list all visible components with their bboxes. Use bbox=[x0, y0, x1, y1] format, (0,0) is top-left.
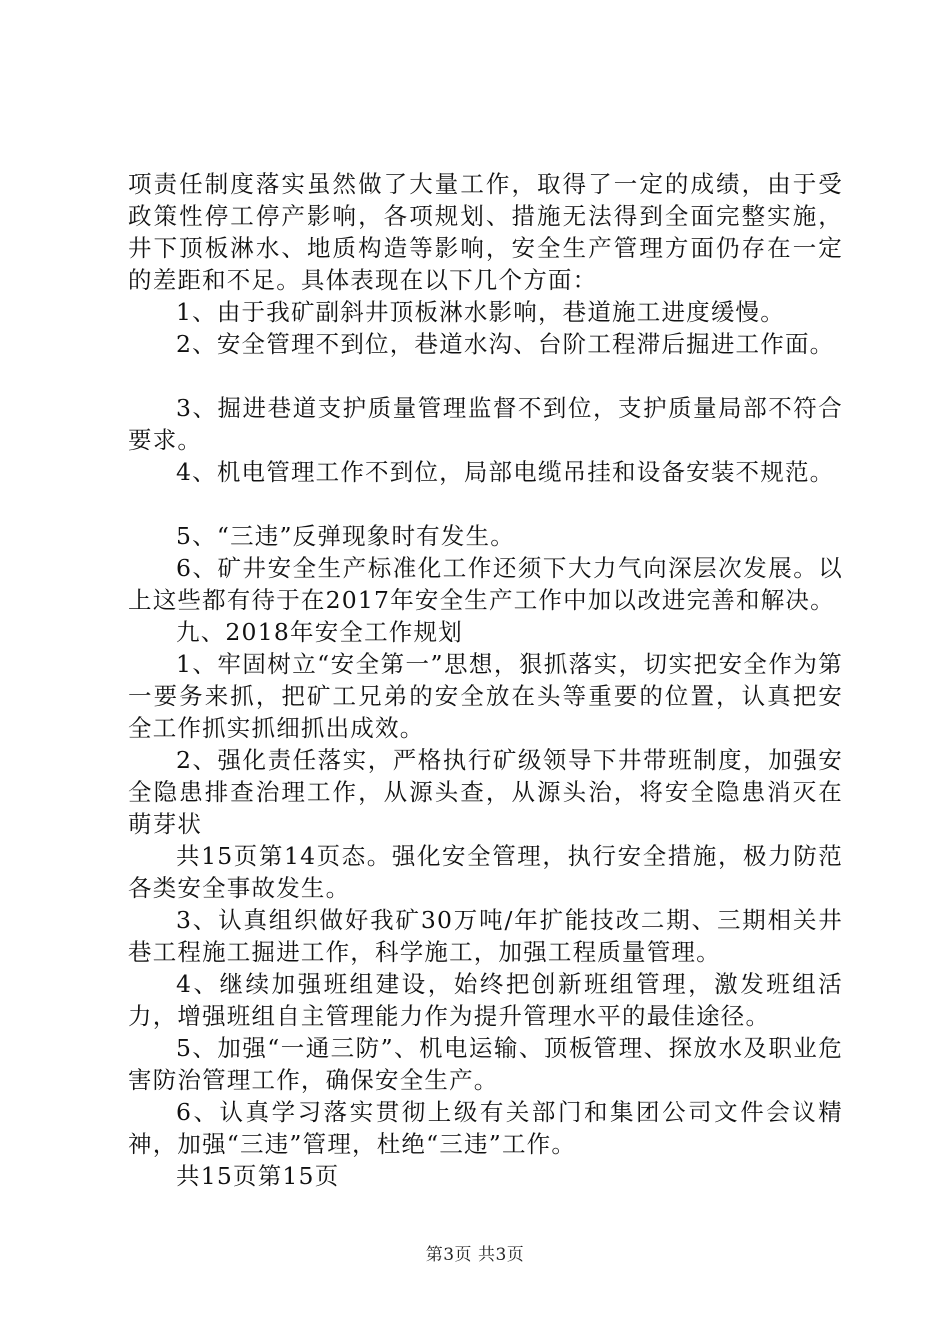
paragraph: 共15页第15页 bbox=[176, 1162, 340, 1190]
paragraph: 4、继续加强班组建设，始终把创新班组管理，激发班组活力，增强班组自主管理能力作为提升管理水平的最佳途径。 bbox=[128, 970, 843, 1030]
page-footer: 第3页 共3页 bbox=[425, 1245, 525, 1265]
paragraph: 2、安全管理不到位，巷道水沟、台阶工程滞后掘进工作面。 bbox=[176, 330, 835, 358]
paragraph: 九、2018年安全工作规划 bbox=[176, 618, 463, 646]
paragraph: 1、牢固树立“安全第一”思想，狠抓落实，切实把安全作为第一要务来抓，把矿工兄弟的安全放在头等重要的位置，认真把安全工作抓实抓细抓出成效。 bbox=[128, 650, 843, 742]
paragraph: 3、认真组织做好我矿30万吨/年扩能技改二期、三期相关井巷工程施工掘进工作，科学施工，加强工程质量管理。 bbox=[128, 906, 843, 966]
paragraph: 共15页第14页态。强化安全管理，执行安全措施，极力防范各类安全事故发生。 bbox=[128, 842, 843, 902]
paragraph: 5、加强“一通三防”、机电运输、顶板管理、探放水及职业危害防治管理工作，确保安全生产。 bbox=[128, 1034, 843, 1094]
paragraph: 4、机电管理工作不到位，局部电缆吊挂和设备安装不规范。 bbox=[176, 458, 835, 486]
document-body bbox=[128, 168, 843, 1192]
paragraph: 6、矿井安全生产标准化工作还须下大力气向深层次发展。以上这些都有待于在2017年安全生产工作中加以改进完善和解决。 bbox=[128, 554, 843, 614]
paragraph: 2、强化责任落实，严格执行矿级领导下井带班制度，加强安全隐患排查治理工作，从源头查，从源头治，将安全隐患消灭在萌芽状 bbox=[128, 746, 843, 838]
paragraph: 1、由于我矿副斜井顶板淋水影响，巷道施工进度缓慢。 bbox=[176, 298, 785, 326]
paragraph: 6、认真学习落实贯彻上级有关部门和集团公司文件会议精神，加强“三违”管理，杜绝“三违”工作。 bbox=[128, 1098, 843, 1158]
paragraph: 5、“三违”反弹现象时有发生。 bbox=[176, 522, 515, 550]
paragraph: 项责任制度落实虽然做了大量工作，取得了一定的成绩，由于受政策性停工停产影响，各项规划、措施无法得到全面完整实施，井下顶板淋水、地质构造等影响，安全生产管理方面仍存在一定的差距和不足。具体表现在以下几个方面： bbox=[128, 170, 843, 294]
paragraph: 3、掘进巷道支护质量管理监督不到位，支护质量局部不符合要求。 bbox=[128, 394, 843, 454]
